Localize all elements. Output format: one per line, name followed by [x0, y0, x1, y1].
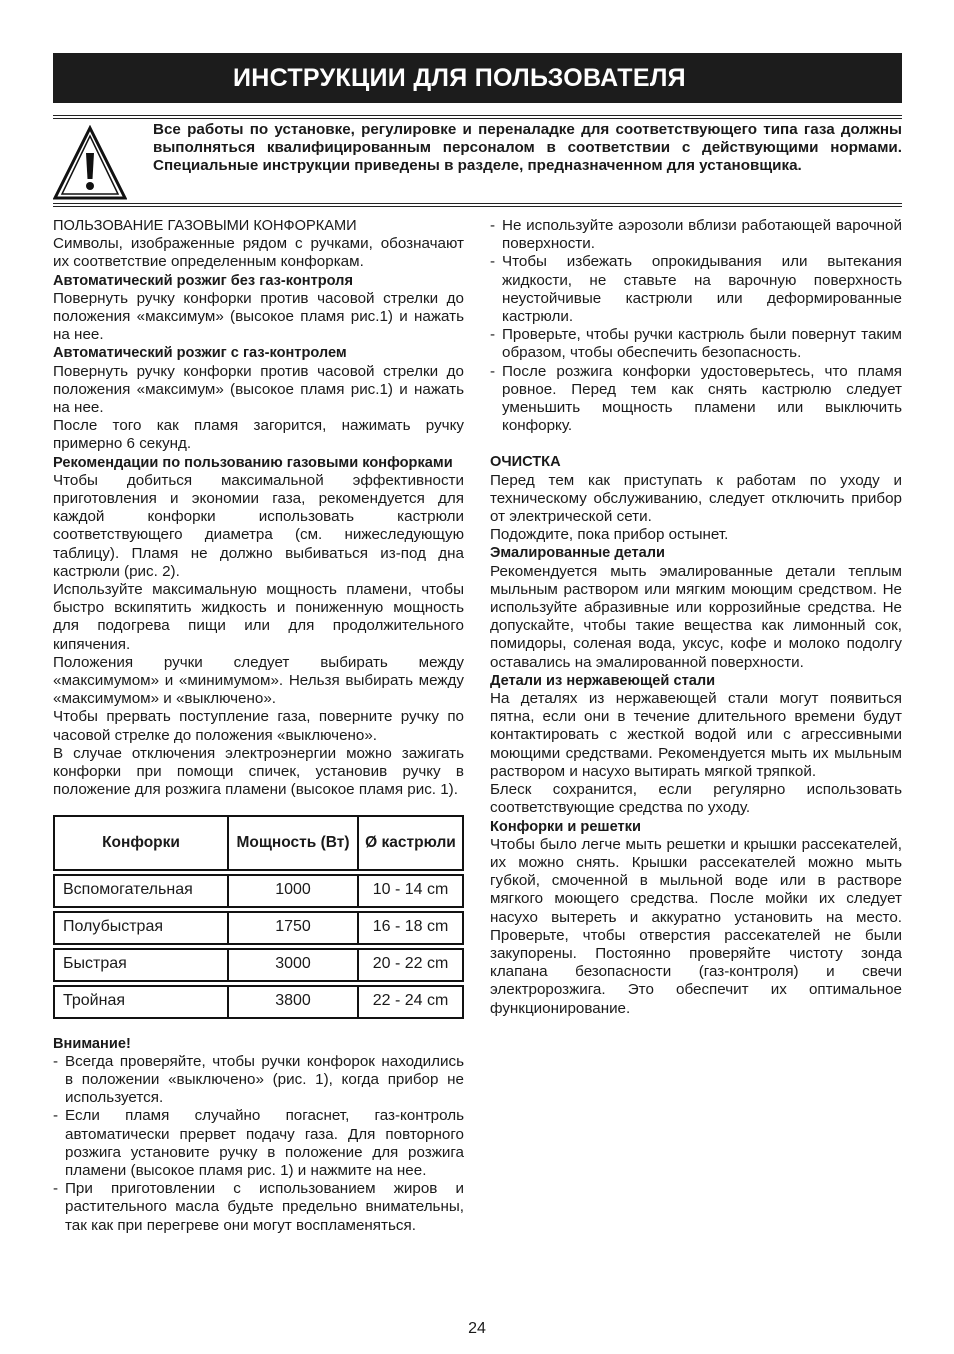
paragraph: Повернуть ручку конфорки против часовой стрелки до положения «максимум» (высокое пламя рис.1) и нажать на нее.	[53, 362, 464, 417]
paragraph: После того как пламя загорится, нажимать ручку примерно 6 секунд.	[53, 417, 464, 453]
warning-text: Все работы по установке, регулировке и переналадке для соответствующего типа газа должны выполняться квалифицированным персоналом в соответствии с действующими нормами. Специальные инструкции приведены в разделе, предназначенном для установщика.	[153, 121, 902, 174]
table-cell: 3800	[228, 986, 358, 1018]
list-item: - При приготовлении с использованием жиров и растительного масла будьте предельно внимательны, так как при перегреве они могут воспламеняться.	[53, 1180, 464, 1235]
table-cell: Вспомогательная	[54, 875, 228, 907]
subheading: Детали из нержавеющей стали	[490, 672, 716, 689]
paragraph: Чтобы добиться максимальной эффективности приготовления и экономии газа, рекомендуется для каждой конфорки использовать кастрюли соответствующего диаметра (см. нижеследующую таблицу). Пламя не должно выбиваться из-под дна кастрюли (рис. 2).	[53, 471, 464, 580]
divider	[53, 203, 902, 204]
table-cell: Быстрая	[54, 949, 228, 981]
warning-triangle-icon	[53, 125, 127, 201]
paragraph: Рекомендуется мыть эмалированные детали теплым мыльным раствором или мягким моющим средством. Не используйте абразивные или коррозийные средства. Не допускайте, чтобы такие вещества как лимонный сок, помидоры, соленая вода, уксус, кофе и молоко подолгу оставались на эмалированной поверхности.	[490, 562, 902, 671]
divider	[53, 118, 902, 119]
paragraph: В случае отключения электроэнергии можно зажигать конфорки при помощи спичек, установив ручку в положение для розжига пламени (высокое пламя рис. 1).	[53, 744, 464, 799]
subheading: Автоматический розжиг с газ-контролем	[53, 345, 347, 362]
table-cell: 3000	[228, 949, 358, 981]
list-item: - Всегда проверяйте, чтобы ручки конфорок находились в положении «выключено» (рис. 1), когда прибор не используется.	[53, 1053, 464, 1108]
table-cell: 20 - 22 cm	[358, 949, 463, 981]
list-item: - После розжига конфорки удостоверьтесь, что пламя ровное. Перед тем как снять кастрюлю следует уменьшить мощность пламени или выключить конфорку.	[490, 363, 902, 436]
table-row	[54, 912, 463, 944]
paragraph: Используйте максимальную мощность пламени, чтобы быстро вскипятить жидкость и пониженную мощность для подогрева пищи или для продолжительного кипячения.	[53, 581, 464, 653]
table-cell: Полубыстрая	[54, 912, 228, 944]
page-number: 24	[468, 1320, 486, 1337]
table-header: Конфорки	[54, 816, 228, 870]
list-item: - Чтобы избежать опрокидывания или вытекания жидкости, не ставьте на варочную поверхность неустойчивые кастрюли или деформированные кастрюли.	[490, 253, 902, 326]
divider	[53, 206, 902, 207]
table-cell: Тройная	[54, 986, 228, 1018]
paragraph: Повернуть ручку конфорки против часовой стрелки до положения «максимум» (высокое пламя рис.1) и нажать на нее.	[53, 289, 464, 344]
burners-table	[53, 815, 464, 1019]
attention-list	[53, 1053, 464, 1235]
paragraph: Чтобы было легче мыть решетки и крышки рассекателей, их можно снять. Крышки рассекателей можно мыть губкой, смоченной в мыльной воде или в растворе мягкого моющего средства. После мойки их следует насухо вытереть и аккуратно установить на место. Проверьте, чтобы отверстия рассекателей не были закупорены. Постоянно проверяйте чистоту зонда клапана безопасности (газ-контроля) и свечи электророзжига. Это обеспечит их оптимальное функционирование.	[490, 835, 902, 1017]
paragraph: Перед тем как приступать к работам по уходу и техническому обслуживанию, следует отключить прибор от электрической сети.	[490, 471, 902, 526]
left-column	[53, 217, 464, 1235]
table-cell: 22 - 24 cm	[358, 986, 463, 1018]
divider	[53, 115, 902, 116]
subheading: Автоматический розжиг без газ-контроля	[53, 272, 353, 289]
section-title-cleaning: ОЧИСТКА	[490, 454, 561, 471]
subheading: Эмалированные детали	[490, 545, 666, 562]
paragraph: Символы, изображенные рядом с ручками, обозначают их соответствие определенным конфоркам.	[53, 235, 464, 271]
table-cell: 1000	[228, 875, 358, 907]
paragraph: Подождите, пока прибор остынет.	[490, 526, 729, 544]
list-item: - Проверьте, чтобы ручки кастрюль были повернут таким образом, чтобы обеспечить безопасность.	[490, 326, 902, 362]
page-title: ИНСТРУКЦИИ ДЛЯ ПОЛЬЗОВАТЕЛЯ	[53, 53, 902, 103]
table-header-row	[54, 816, 463, 870]
section-title-gas: ПОЛЬЗОВАНИЕ ГАЗОВЫМИ КОНФОРКАМИ	[53, 218, 357, 234]
subheading: Рекомендации по пользованию газовыми конфорками	[53, 454, 453, 471]
paragraph: Чтобы прервать поступление газа, поверните ручку по часовой стрелке до положения «выключено».	[53, 708, 464, 744]
right-column	[490, 217, 902, 1018]
subheading-attention: Внимание!	[53, 1035, 131, 1052]
table-header: Мощность (Вт)	[228, 816, 358, 870]
table-row	[54, 986, 463, 1018]
table-cell: 10 - 14 cm	[358, 875, 463, 907]
table-cell: 1750	[228, 912, 358, 944]
subheading: Конфорки и решетки	[490, 818, 641, 835]
table-row	[54, 875, 463, 907]
table-header: Ø кастрюли	[358, 816, 463, 870]
table-row	[54, 949, 463, 981]
paragraph: Блеск сохранится, если регулярно использовать соответствующие средства по уходу.	[490, 781, 902, 817]
list-item: - Если пламя случайно погаснет, газ-контроль автоматически прервет подачу газа. Для повторного розжига установите ручку в положение для розжига пламени (высокое пламя рис. 1) и нажмите на нее.	[53, 1107, 464, 1180]
paragraph: На деталях из нержавеющей стали могут появиться пятна, если они в течение длительного времени будут контактировать с жесткой водой или с агрессивными моющими средствами. Рекомендуется мыть их мыльным раствором и насухо вытирать мягкой тряпкой.	[490, 690, 902, 780]
table-cell: 16 - 18 cm	[358, 912, 463, 944]
list-item: - Не используйте аэрозоли вблизи работающей варочной поверхности.	[490, 217, 902, 253]
paragraph: Положения ручки следует выбирать между «максимумом» и «минимумом». Нельзя выбирать между «максимумом» и «выключено».	[53, 653, 464, 708]
safety-list	[490, 217, 902, 435]
